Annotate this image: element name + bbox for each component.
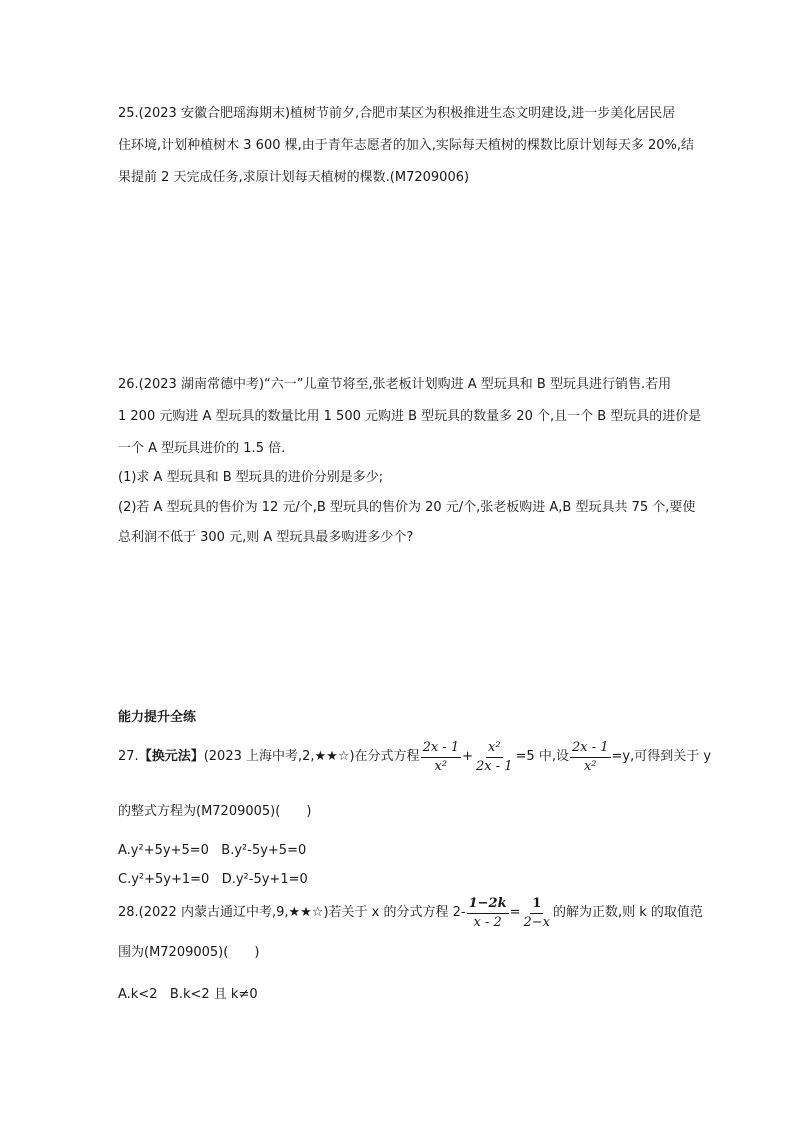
- q26-line-2: 1 200 元购进 A 型玩具的数量比用 1 500 元购进 B 型玩具的数量多 20 个,且一个 B 型玩具的进价是: [118, 409, 702, 424]
- q26-line-1: 26.(2023 湖南常德中考)“六一”儿童节将至,张老板计划购进 A 型玩具和 B 型玩具进行销售.若用: [118, 377, 672, 392]
- q28-fraction-2-numerator: 1: [530, 896, 543, 914]
- q27-fraction-3-denominator: x²: [583, 758, 597, 774]
- q27-number: 27.: [118, 749, 139, 764]
- q28-line-1: [118, 893, 703, 933]
- q27-source: (2023 上海中考,2,★★☆)在分式方程: [203, 749, 420, 764]
- q27-tail-text: =y,可得到关于 y: [611, 749, 712, 764]
- q27-option-c: C.y²+5y+1=0: [118, 872, 210, 887]
- q27-options-cd: [118, 871, 308, 889]
- q27-equals-text: =5 中,设: [515, 749, 569, 764]
- q27-line-1: [118, 737, 711, 777]
- q27-options-ab: [118, 842, 306, 860]
- q28-options-ab: [118, 986, 258, 1004]
- q28-fraction-1: [467, 896, 509, 931]
- q27-fraction-2-denominator: 2x - 1: [476, 758, 513, 774]
- q28-fraction-1-denominator: x - 2: [473, 914, 502, 930]
- q28-option-a: A.k<2: [118, 987, 158, 1002]
- q28-lead-text: 28.(2022 内蒙古通辽中考,9,★★☆)若关于 x 的分式方程 2-: [118, 905, 466, 920]
- q25-line-2: 住环境,计划种植树木 3 600 棵,由于青年志愿者的加入,实际每天植树的棵数比原计划每天多 20%,结: [118, 138, 695, 153]
- q25-line-3: 果提前 2 天完成任务,求原计划每天植树的棵数.(M7209006): [118, 170, 470, 185]
- q27-option-b: B.y²-5y+5=0: [221, 843, 307, 858]
- q28-equals-sign: =: [509, 905, 521, 920]
- q27-method-tag: 【换元法】: [138, 749, 204, 764]
- q28-tail-text: 的解为正数,则 k 的取值范: [553, 905, 703, 920]
- q26-part-2-line-2: 总利润不低于 300 元,则 A 型玩具最多购进多少个?: [118, 530, 414, 545]
- q28-fraction-2-denominator: 2−x: [523, 914, 550, 930]
- q26-part-1: (1)求 A 型玩具和 B 型玩具的进价分别是多少;: [118, 470, 384, 485]
- q27-fraction-2: [474, 740, 515, 775]
- q27-fraction-1-denominator: x²: [434, 758, 448, 774]
- q27-plus-sign: +: [462, 749, 473, 764]
- q27-fraction-3: [570, 740, 611, 775]
- q27-option-d: D.y²-5y+1=0: [221, 872, 308, 887]
- q25-line-1: 25.(2023 安徽合肥瑶海期末)植树节前夕,合肥市某区为积极推进生态文明建设,进一步美化居民居: [118, 106, 676, 121]
- q28-fraction-1-numerator: 1−2k: [467, 896, 509, 914]
- section-title: 能力提升全练: [118, 710, 197, 725]
- q27-fraction-1-numerator: 2x - 1: [421, 740, 462, 758]
- q26-part-2-line-1: (2)若 A 型玩具的售价为 12 元/个,B 型玩具的售价为 20 元/个,张老板购进 A,B 型玩具共 75 个,要使: [118, 500, 696, 515]
- q28-line-2: 围为(M7209005)( ): [118, 945, 260, 960]
- q28-option-b: B.k<2 且 k≠0: [169, 987, 258, 1002]
- q27-fraction-1: [421, 740, 462, 775]
- q28-fraction-2: [522, 896, 553, 931]
- q27-fraction-2-numerator: x²: [486, 740, 503, 758]
- q27-line-2: 的整式方程为(M7209005)( ): [118, 804, 312, 819]
- q27-option-a: A.y²+5y+5=0: [118, 843, 209, 858]
- q26-line-3: 一个 A 型玩具进价的 1.5 倍.: [118, 441, 286, 456]
- q27-fraction-3-numerator: 2x - 1: [570, 740, 611, 758]
